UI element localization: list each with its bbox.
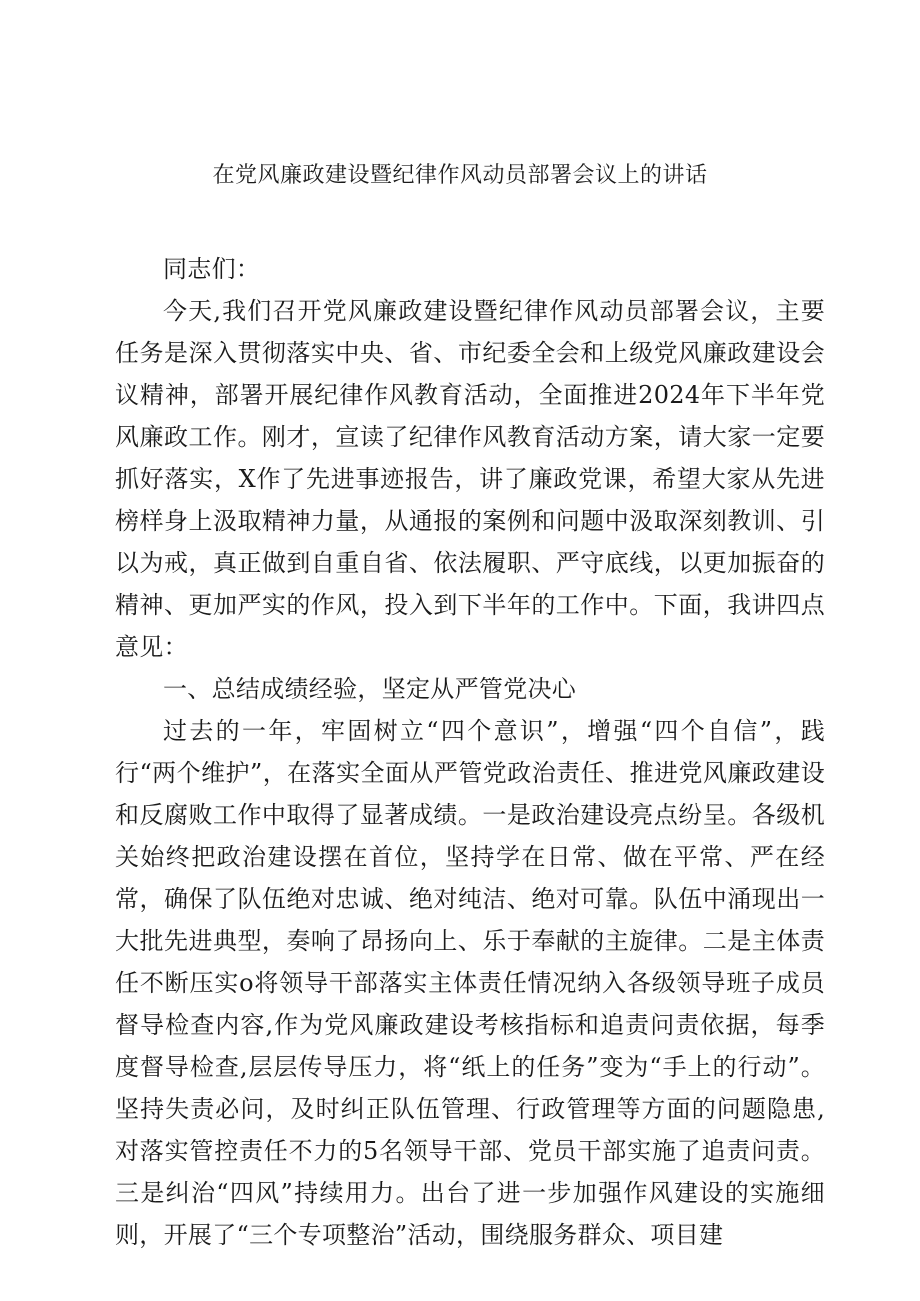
body-paragraph: 过去的一年，牢固树立“四个意识”，增强“四个自信”，践行“两个维护”，在落实全面从严管党政治责任、推进党风廉政建设和反腐败工作中取得了显著成绩。一是政治建设亮点纷呈。各级机关始终把政治建设摆在首位，坚持学在日常、做在平常、严在经常，确保了队伍绝对忠诚、绝对纯洁、绝对可靠。队伍中涌现出一大批先进典型，奏响了昂扬向上、乐于奉献的主旋律。二是主体责任不断压实o将领导干部落实主体责任情况纳入各级领导班子成员督导检查内容,作为党风廉政建设考核指标和追责问责依据，每季度督导检查,层层传导压力，将“纸上的任务”变为“手上的行动”。坚持失责必问，及时纠正队伍管理、行政管理等方面的问题隐患,对落实管控责任不力的5名领导干部、党员干部实施了追责问责。三是纠治“四风”持续用力。出台了进一步加强作风建设的实施细则，开展了“三个专项整治”活动，围绕服务群众、项目建 <box>115 717 825 1249</box>
document-body <box>115 248 825 1256</box>
section-heading: 一、总结成绩经验，坚定从严管党决心 <box>163 675 577 703</box>
opening-paragraph: 今天,我们召开党风廉政建设暨纪律作风动员部署会议，主要任务是深入贯彻落实中央、省、市纪委全会和上级党风廉政建设会议精神，部署开展纪律作风教育活动，全面推进2024年下半年党风廉政工作。刚才，宣读了纪律作风教育活动方案，请大家一定要抓好落实，X作了先进事迹报告，讲了廉政党课，希望大家从先进榜样身上汲取精神力量，从通报的案例和问题中汲取深刻教训、引以为戒，真正做到自重自省、依法履职、严守底线，以更加振奋的精神、更加严实的作风，投入到下半年的工作中。下面，我讲四点意见： <box>115 297 825 661</box>
salutation: 同志们： <box>163 255 261 283</box>
document-title: 在党风廉政建设暨纪律作风动员部署会议上的讲话 <box>212 163 708 188</box>
